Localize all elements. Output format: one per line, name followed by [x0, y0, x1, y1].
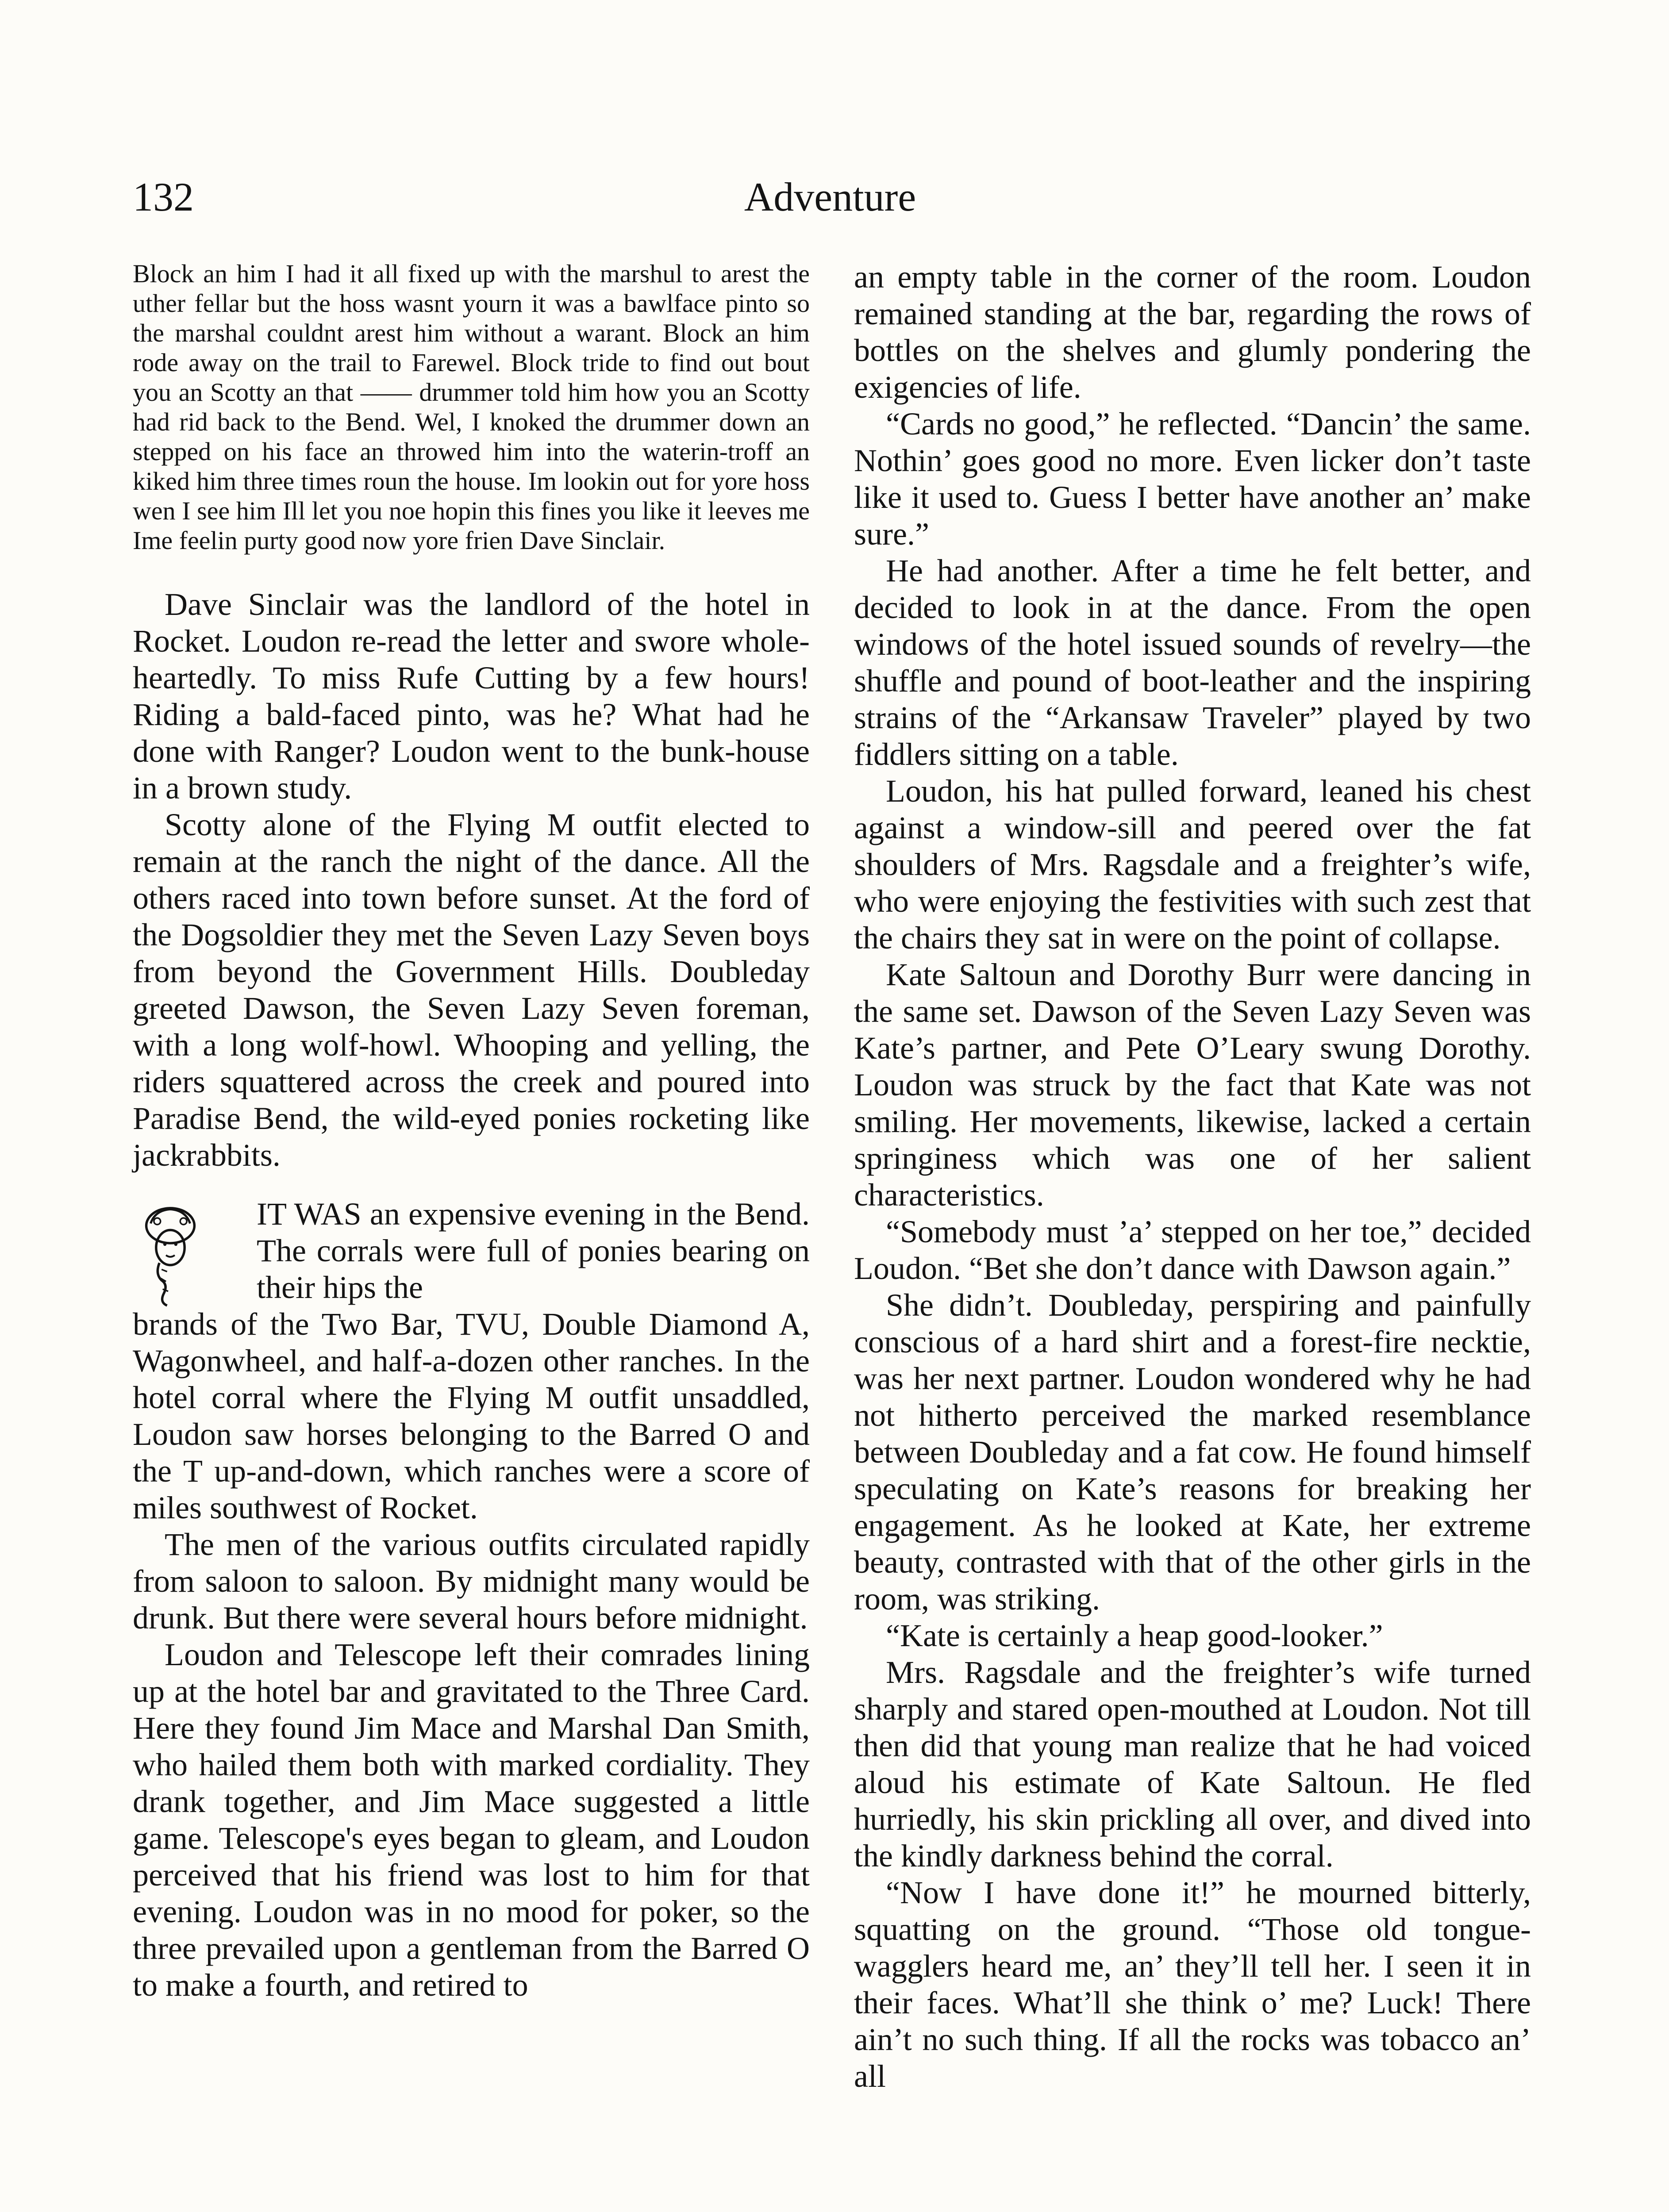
paragraph: “Somebody must ’a’ stepped on her toe,” decided Loudon. “Bet she don’t dance with Dawson again.”	[854, 1214, 1531, 1286]
paragraph: brands of the Two Bar, TVU, Double Diamond A, Wagonwheel, and half-a-dozen other ranches. In the hotel corral where the Flying M outfit unsaddled, Loudon saw horses belonging to the Barred O and the T up-and-down, which ranches were a score of miles southwest of Rocket.	[133, 1306, 810, 1525]
paragraph: “Now I have done it!” he mourned bitterly, squatting on the ground. “Those old tongue-wagglers heard me, an’ they’ll tell her. I seen it in their faces. What’ll she think o’ me? Luck! There ain’t no such thing. If all the rocks was tobacco an’ all	[854, 1875, 1531, 2094]
paragraph: Loudon, his hat pulled forward, leaned his chest against a window-sill and peered over the fat shoulders of Mrs. Ragsdale and a freighter’s wife, who were enjoying the festivities with such zest that the chairs they sat in were on the point of collapse.	[854, 773, 1531, 956]
paragraph: She didn’t. Doubleday, perspiring and painfully conscious of a hard shirt and a forest-fire necktie, was her next partner. Loudon wondered why he had not hitherto perceived the marked resemblance between Doubleday and a fat cow. He found himself speculating on Kate’s reasons for breaking her engagement. As he looked at Kate, her extreme beauty, contrasted with that of the other girls in the room, was striking.	[854, 1287, 1531, 1617]
woman-portrait-ornament-icon	[137, 1204, 204, 1308]
paragraph: an empty table in the corner of the room. Loudon remained standing at the bar, regarding the rows of bottles on the shelves and glumly pondering the exigencies of life.	[854, 259, 1531, 405]
paragraph: Kate Saltoun and Dorothy Burr were dancing in the same set. Dawson of the Seven Lazy Seven was Kate’s partner, and Pete O’Leary swung Dorothy. Loudon was struck by the fact that Kate was not smiling. Her movements, likewise, lacked a certain springiness which was one of her salient characteristics.	[854, 957, 1531, 1213]
running-title: Adventure	[744, 174, 916, 219]
paragraph: Scotty alone of the Flying M outfit elected to remain at the ranch the night of the dance. All the others raced into town before sunset. At the ford of the Dogsoldier they met the Seven Lazy Seven boys from beyond the Government Hills. Doubleday greeted Dawson, the Seven Lazy Seven foreman, with a long wolf-howl. Whooping and yelling, the riders squattered across the creek and poured into Paradise Bend, the wild-eyed ponies rocketing like jackrabbits.	[133, 807, 810, 1173]
paragraph: “Cards no good,” he reflected. “Dancin’ the same. Nothin’ goes good no more. Even licker don’t taste like it used to. Guess I better have another an’ make sure.”	[854, 406, 1531, 552]
letter-text: Block an him I had it all fixed up with the marshul to arest the uther fellar but the hoss wasnt yourn it was a bawlface pinto so the marshal couldnt arest him without a warant. Block an him rode away on the trail to Farewel. Block tride to find out bout you an Scotty an that —— drummer told him how you an Scotty had rid back to the Bend. Wel, I knoked the drummer down an stepped on his face an throwed him into the waterin-troff an kiked him three times roun the house. Im lookin out for yore hoss wen I see him Ill let you noe hopin this fines you like it leeves me Ime feelin purty good now yore frien Dave Sinclair.	[133, 259, 810, 555]
paragraph: He had another. After a time he felt better, and decided to look in at the dance. From the open windows of the hotel issued sounds of revelry—the shuffle and pound of boot-leather and the inspiring strains of the “Arkansaw Traveler” played by two fiddlers sitting on a table.	[854, 553, 1531, 772]
section-opening-text: IT WAS an expensive evening in the Bend. The corrals were full of ponies bearing on their hips the	[257, 1196, 810, 1305]
left-column	[133, 259, 810, 2004]
paragraph: Mrs. Ragsdale and the freighter’s wife turned sharply and stared open-mouthed at Loudon. Not till then did that young man realize that he had voiced aloud his estimate of Kate Saltoun. He fled hurriedly, his skin prickling all over, and dived into the kindly darkness behind the corral.	[854, 1655, 1531, 1874]
drop-lines	[257, 1196, 810, 1306]
paragraph: Loudon and Telescope left their comrades lining up at the hotel bar and gravitated to the Three Card. Here they found Jim Mace and Marshal Dan Smith, who hailed them both with marked cordiality. They drank together, and Jim Mace suggested a little game. Telescope's eyes began to gleam, and Loudon perceived that his friend was lost to him for that evening. Loudon was in no mood for poker, so the three prevailed upon a gentleman from the Barred O to make a fourth, and retired to	[133, 1637, 810, 2003]
paragraph: The men of the various outfits circulated rapidly from saloon to saloon. By midnight many would be drunk. But there were several hours before midnight.	[133, 1527, 810, 1636]
page-number: 132	[133, 174, 194, 219]
section-opening	[133, 1196, 810, 1526]
page-header	[133, 168, 1527, 239]
right-column	[854, 259, 1531, 2095]
paragraph: Dave Sinclair was the landlord of the hotel in Rocket. Loudon re-read the letter and swore whole-heartedly. To miss Rufe Cutting by a few hours! Riding a bald-faced pinto, was he? What had he done with Ranger? Loudon went to the bunk-house in a brown study.	[133, 587, 810, 806]
paragraph: “Kate is certainly a heap good-looker.”	[886, 1618, 1383, 1653]
